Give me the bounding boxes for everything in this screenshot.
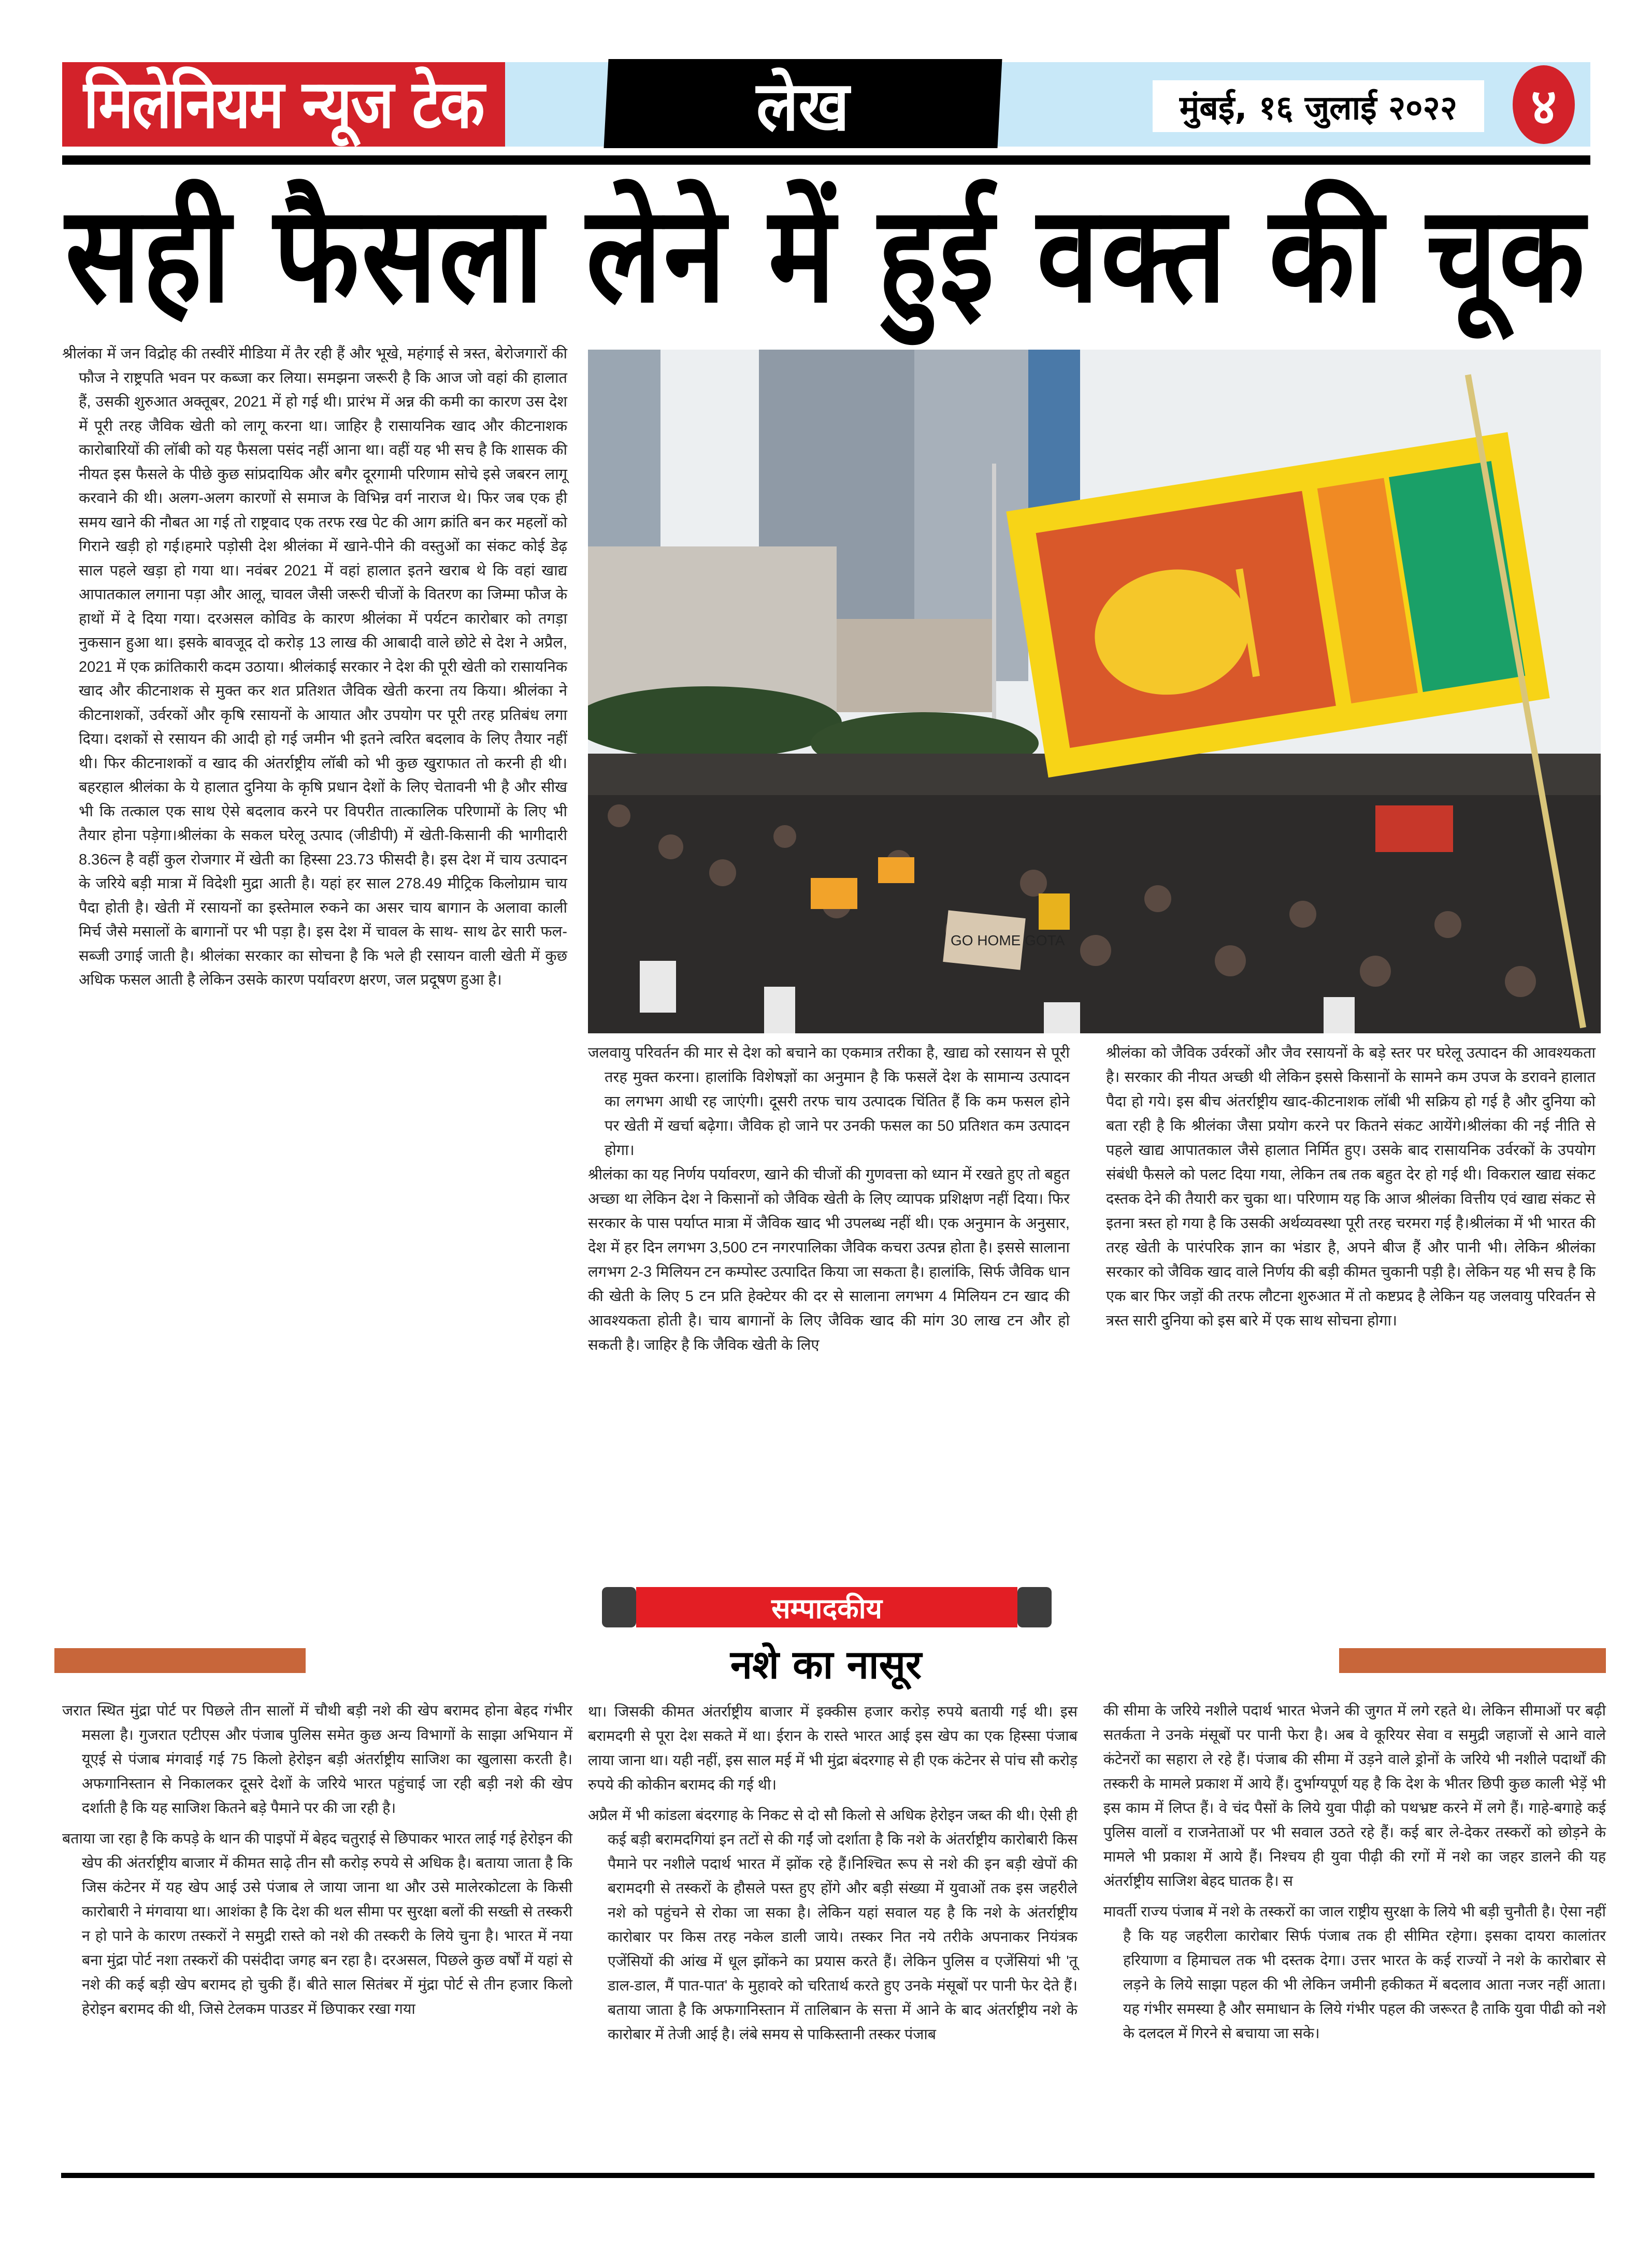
svg-text:GO HOME GOTA: GO HOME GOTA [951,932,1065,948]
section-name: लेख [756,67,850,146]
footer-divider [61,2173,1594,2178]
brand-name: मिलेनियम न्यूज टेक [83,65,484,143]
crowd-with-flags-image [588,350,1601,1033]
dateline [1153,80,1484,132]
editorial-paragraph: था। जिसकी कीमत अंतर्राष्ट्रीय बाजार में इक्कीस हजार करोड़ रुपये बतायी गई थी। इस बरामदगी से पूरा देश सकते में था। ईरान के रास्ते भारत आई इस खेप का एक हिस्सा पंजाब लाया जाना था। यही नहीं, इस साल मई में भी मुंद्रा बंदरगाह से ही एक कंटेनर से पांच सौ करोड़ रुपये की कोकीन बरामद की गई थी। [588,1704,1078,1793]
editorial-title: नशे का नासूर [730,1641,922,1688]
section-label[interactable] [604,59,1002,148]
editorial-title-container [0,1637,1652,1690]
editorial-paragraph: की सीमा के जरिये नशीले पदार्थ भारत भेजने की जुगत में लगे रहते थे। लेकिन सीमाओं पर बढ़ी सतर्कता ने उनके मंसूबों पर पानी फेरा है। अब वे कूरियर सेवा व समुद्री जहाजों से आने वाले कंटेनरों का सहारा ले रहे हैं। पंजाब की सीमा में उड़ने वाले ड्रोनों के जरिये भी नशीले पदार्थों की तस्करी के मामले प्रकाश में आये हैं। दुर्भाग्यपूर्ण यह है कि देश के भीतर छिपी कुछ काली भेड़ें भी इस काम में लिप्त हैं। वे चंद पैसों के लिये युवा पीढ़ी को पथभ्रष्ट करने में लगे हैं। गाहे-बगाहे कई पुलिस वालों व राजनेताओं पर भी सवाल उठते रहे हैं। कई बार ले-देकर तस्करों को छोड़ने के मामले भी प्रकाश में आये हैं। निश्चय ही युवा पीढ़ी की रगों में नशे का जहर डालने की यह अंतर्राष्ट्रीय साजिश बेहद घातक है। स [1103,1703,1606,1890]
editorial-banner [602,1587,1052,1627]
article-column-3 [1106,1041,1596,1333]
editorial-paragraph: जरात स्थित मुंद्रा पोर्ट पर पिछले तीन सालों में चौथी बड़ी नशे की खेप बरामद होना बेहद गंभीर मसला है। गुजरात एटीएस और पंजाब पुलिस समेत कुछ अन्य विभागों के साझा अभियान में यूएई से पंजाब मंगवाई गई 75 किलो हेरोइन बड़ी अंतर्राष्ट्रीय साजिश का खुलासा करती है। अफगानिस्तान से निकालकर दूसरे देशों के जरिये भारत पहुंचाई जा रही बड़ी नशे की खेप दर्शाती है कि यह साजिश कितने बड़े पैमाने पर की जा रही है। [62,1703,572,1816]
editorial-label: सम्पादकीय [771,1592,882,1625]
newspaper-logo[interactable] [62,62,505,147]
editorial-paragraph: अप्रैल में भी कांडला बंदरगाह के निकट से दो सौ किलो से अधिक हेरोइन जब्त की थी। ऐसी ही कई बड़ी बरामदगियां इन तटों से की गईं जो दर्शाता है कि नशे के अंतर्राष्ट्रीय कारोबारी किस पैमाने पर नशीले पदार्थ भारत में झोंक रहे हैं।निश्चित रूप से नशे की इन बड़ी खेपों की बरामदगी से तस्करों के हौसले पस्त हुए होंगे और बड़ी संख्या में युवाओं तक इस जहरीले नशे को पहुंचने से रोका जा सका है। लेकिन यहां सवाल यह है कि नशे के अंतर्राष्ट्रीय कारोबार पर किस तरह नकेल डाली जाये। तस्कर नित नये तरीके अपनाकर नियंत्रक एजेंसियों की आंख में धूल झोंकने का प्रयास करते हैं। लेकिन पुलिस व एजेंसियां भी 'तू डाल-डाल, मैं पात-पात' के मुहावरे को चरितार्थ करते हुए उनके मंसूबों पर पानी फेर देते हैं। बताया जाता है कि अफगानिस्तान में तालिबान के सत्ता में आने के बाद अंतर्राष्ट्रीय नशे के कारोबार में तेजी आई है। लंबे समय से पाकिस्तानी तस्कर पंजाब [588,1807,1078,2043]
masthead-divider [62,155,1590,165]
article-headline: सही फैसला लेने में हुई वक्त की चूक [65,176,1587,333]
article-column-2 [588,1041,1070,1358]
page-number-badge [1513,65,1575,144]
article-paragraph: जलवायु परिवर्तन की मार से देश को बचाने का एकमात्र तरीका है, खाद्य को रसायन से पूरी तरह मुक्त करना। हालांकि विशेषज्ञों का अनुमान है कि फसलें देश के सामान्य उत्पादन का लगभग आधी रह जाएंगी। दूसरी तरफ चाय उत्पादक चिंतित हैं कि कम फसल होने पर खेती में खर्चा बढ़ेगा। जैविक हो जाने पर उनकी फसल का 50 प्रतिशत कम उत्पादन होगा। [588,1045,1070,1159]
article-column-1 [62,342,567,992]
masthead [62,62,1590,147]
banner-cap-right [1017,1587,1052,1627]
editorial-label-box [636,1587,1017,1627]
article-paragraph: श्रीलंका का यह निर्णय पर्यावरण, खाने की चीजों की गुणवत्ता को ध्यान में रखते हुए तो बहुत अच्छा था लेकिन देश ने किसानों को जैविक खेती के लिए व्यापक प्रशिक्षण नहीं दिया। फिर सरकार के पास पर्याप्त मात्रा में जैविक खाद भी उपलब्ध नहीं थी। एक अनुमान के अनुसार, देश में हर दिन लगभग 3,500 टन नगरपालिका जैविक कचरा उत्पन्न होता है। इससे सालाना लगभग 2-3 मिलियन टन कम्पोस्ट उत्पादित किया जा सकता है। हालांकि, सिर्फ जैविक धान की खेती के लिए 5 टन प्रति हेक्टेयर की दर से सालाना लगभग 4 मिलियन टन खाद की आवश्यकता होती है। चाय बागानों के लिए जैविक खाद की मांग 30 लाख टन और हो सकती है। जाहिर है कि जैविक खेती के लिए [588,1166,1070,1353]
article-paragraph: श्रीलंका में जन विद्रोह की तस्वीरें मीडिया में तैर रही हैं और भूखे, महंगाई से त्रस्त, बेरोजगारों की फौज ने राष्ट्रपति भवन पर कब्जा कर लिया। समझना जरूरी है कि आज जो वहां की हालात हैं, उसकी शुरुआत अक्तूबर, 2021 में हो गई थी। प्रारंभ में अन्न की कमी का कारण उस देश में पूरी तरह जैविक खेती को लागू करना था। जाहिर है रासायनिक खाद और कीटनाशक कारोबारियों की लॉबी को यह फैसला पसंद नहीं आना था। वहीं यह भी सच है कि शासक की नीयत इस फैसले के पीछे कुछ सांप्रदायिक और बगैर दूरगामी परिणाम सोचे इसे जबरन लागू करवाने की थी। अलग-अलग कारणों से समाज के विभिन्न वर्ग नाराज थे। फिर जब एक ही समय खाने की नौबत आ गई तो राष्ट्रवाद एक तरफ रख पेट की आग क्रांति बन कर महलों को गिराने खड़ी हो गई।हमारे पड़ोसी देश श्रीलंका में खाने-पीने की वस्तुओं का संकट कोई डेढ़ साल पहले खड़ा हो गया था। नवंबर 2021 में वहां हालात इतने खराब थे कि वहां खाद्य आपातकाल लगाना पड़ा और आलू, चावल जैसी जरूरी चीजों के वितरण का जिम्मा फौज के हाथों में दे दिया गया। दरअसल कोविड के कारण श्रीलंका में पर्यटन कारोबार को तगड़ा नुकसान हुआ था। इसके बावजूद दो करोड़ 13 लाख की आबादी वाले छोटे से देश ने अप्रैल, 2021 में एक क्रांतिकारी कदम उठाया। श्रीलंकाई सरकार ने देश की पूरी खेती को रासायनिक खाद और कीटनाशक से मुक्त कर शत प्रतिशत जैविक खेती करना तय किया। श्रीलंका ने कीटनाशकों, उर्वरकों और कृषि रसायनों के आयात और उपयोग पर पूरी तरह प्रतिबंध लगा दिया। दशकों से रसायन की आदी हो गई जमीन भी इतने त्वरित बदलाव के लिए तैयार नहीं थी। फिर कीटनाशकों व खाद की अंतर्राष्ट्रीय लॉबी को भी कुछ खुराफात तो करनी ही थी। बहरहाल श्रीलंका के ये हालात दुनिया के कृषि प्रधान देशों के लिए चेतावनी भी है और सीख भी कि तत्काल एक साथ ऐसे बदलाव करने पर विपरीत तात्कालिक परिणामों के लिए भी तैयार होना पड़ेगा।श्रीलंका के सकल घरेलू उत्पाद (जीडीपी) में खेती-किसानी की भागीदारी 8.36त्न है वहीं कुल रोजगार में खेती का हिस्सा 23.73 फीसदी है। इस देश में चाय उत्पादन के जरिये बड़ी मात्रा में विदेशी मुद्रा आती है। यहां हर साल 278.49 मीट्रिक किलोग्राम चाय पैदा होती है। खेती में रसायनों का इस्तेमाल रुकने का असर चाय बागान के अलावा काली मिर्च जैसे मसालों के बागानों पर भी पड़ा है। इस देश में चावल के साथ- साथ ढेर सारी फल-सब्जी उगाई जाती है। श्रीलंका सरकार का सोचना है कि भले ही रसायन वाली खेती में कुछ अधिक फसल आती है लेकिन उसके कारण पर्यावरण क्षरण, जल प्रदूषण हुआ है। [62,345,567,988]
editorial-paragraph: मावर्ती राज्य पंजाब में नशे के तस्करों का जाल राष्ट्रीय सुरक्षा के लिये भी बड़ी चुनौती है। ऐसा नहीं है कि यह जहरीला कारोबार सिर्फ पंजाब तक ही सीमित रहेगा। इसका दायरा कालांतर हरियाणा व हिमाचल तक भी दस्तक देगा। उत्तर भारत के कई राज्यों ने नशे के कारोबार से लड़ने के लिये साझा पहल की भी लेकिन जमीनी हकीकत में बदलाव आता नजर नहीं आता। यह गंभीर समस्या है और समाधान के लिये गंभीर पहल की जरूरत है ताकि युवा पीढी को नशे के दलदल में गिरने से बचाया जा सके। [1103,1904,1606,2042]
article-paragraph: श्रीलंका को जैविक उर्वरकों और जैव रसायनों के बड़े स्तर पर घरेलू उत्पादन की आवश्यकता है। सरकार की नीयत अच्छी थी लेकिन इससे किसानों के सामने कम उपज के डरावने हालात पैदा हो गये। इस बीच अंतर्राष्ट्रीय खाद-कीटनाशक लॉबी भी सक्रिय हो गई है और दुनिया को बता रही है कि श्रीलंका जैसा प्रयोग करने पर कितने संकट आयेंगे।श्रीलंका की नई नीति से पहले खाद्य आपातकाल जैसे हालात निर्मित हुए। उसके बाद रासायनिक उर्वरकों के उपयोग संबंधी फैसले को पलट दिया गया, लेकिन तब तक बहुत देर हो गई थी। विकराल खाद्य संकट दस्तक देने की तैयारी कर चुका था। परिणाम यह कि आज श्रीलंका वित्तीय एवं खाद्य संकट से इतना त्रस्त हो गया है कि उसकी अर्थव्यवस्था पूरी तरह चरमरा गई है।श्रीलंका में भी भारत की तरह खेती के पारंपरिक ज्ञान का भंडार है, अपने बीज हैं और पानी भी। लेकिन श्रीलंका सरकार को जैविक खाद वाले निर्णय की बड़ी कीमत चुकानी पड़ी है। लेकिन यह भी सच है कि एक बार फिर जड़ों की तरफ लौटना शुरुआत में तो कष्टप्रद है लेकिन यह जलवायु परिवर्तन से त्रस्त सारी दुनिया को इस बारे में एक साथ सोचना होगा। [1106,1045,1596,1329]
editorial-column-3 [1103,1699,1606,2052]
page-number: ४ [1531,77,1557,136]
editorial-paragraph: बताया जा रहा है कि कपड़े के थान की पाइपों में बेहद चतुराई से छिपाकर भारत लाई गई हेरोइन की खेप की अंतर्राष्ट्रीय बाजार में कीमत साढ़े तीन सौ करोड़ रुपये से अधिक है। बताया जाता है कि जिस कंटेनर में यह खेप आई उसे पंजाब ले जाया जाना था और उसे मालेरकोटला के किसी कारोबारी ने मंगवाया था। आशंका है कि देश की थल सीमा पर सुरक्षा बलों की सख्ती से तस्करी न हो पाने के कारण तस्करों ने समुद्री रास्ते को नशे की तस्करी के लिये चुना है। भारत में नया बना मुंद्रा पोर्ट नशा तस्करों की पसंदीदा जगह बन रहा है। दरअसल, पिछले कुछ वर्षों में यहां से नशे की कई बड़ी खेप बरामद हो चुकी हैं। बीते साल सितंबर में मुंद्रा पोर्ट से तीन हजार किलो हेरोइन बरामद की थी, जिसे टेलकम पाउडर में छिपाकर रखा गया [62,1830,572,2017]
editorial-column-1 [62,1699,572,2028]
editorial-column-2 [588,1700,1078,2053]
protest-photo[interactable] [588,350,1601,1033]
banner-cap-left [602,1587,636,1627]
headline-container [0,176,1652,333]
date-text: मुंबई, १६ जुलाई २०२२ [1180,89,1457,127]
